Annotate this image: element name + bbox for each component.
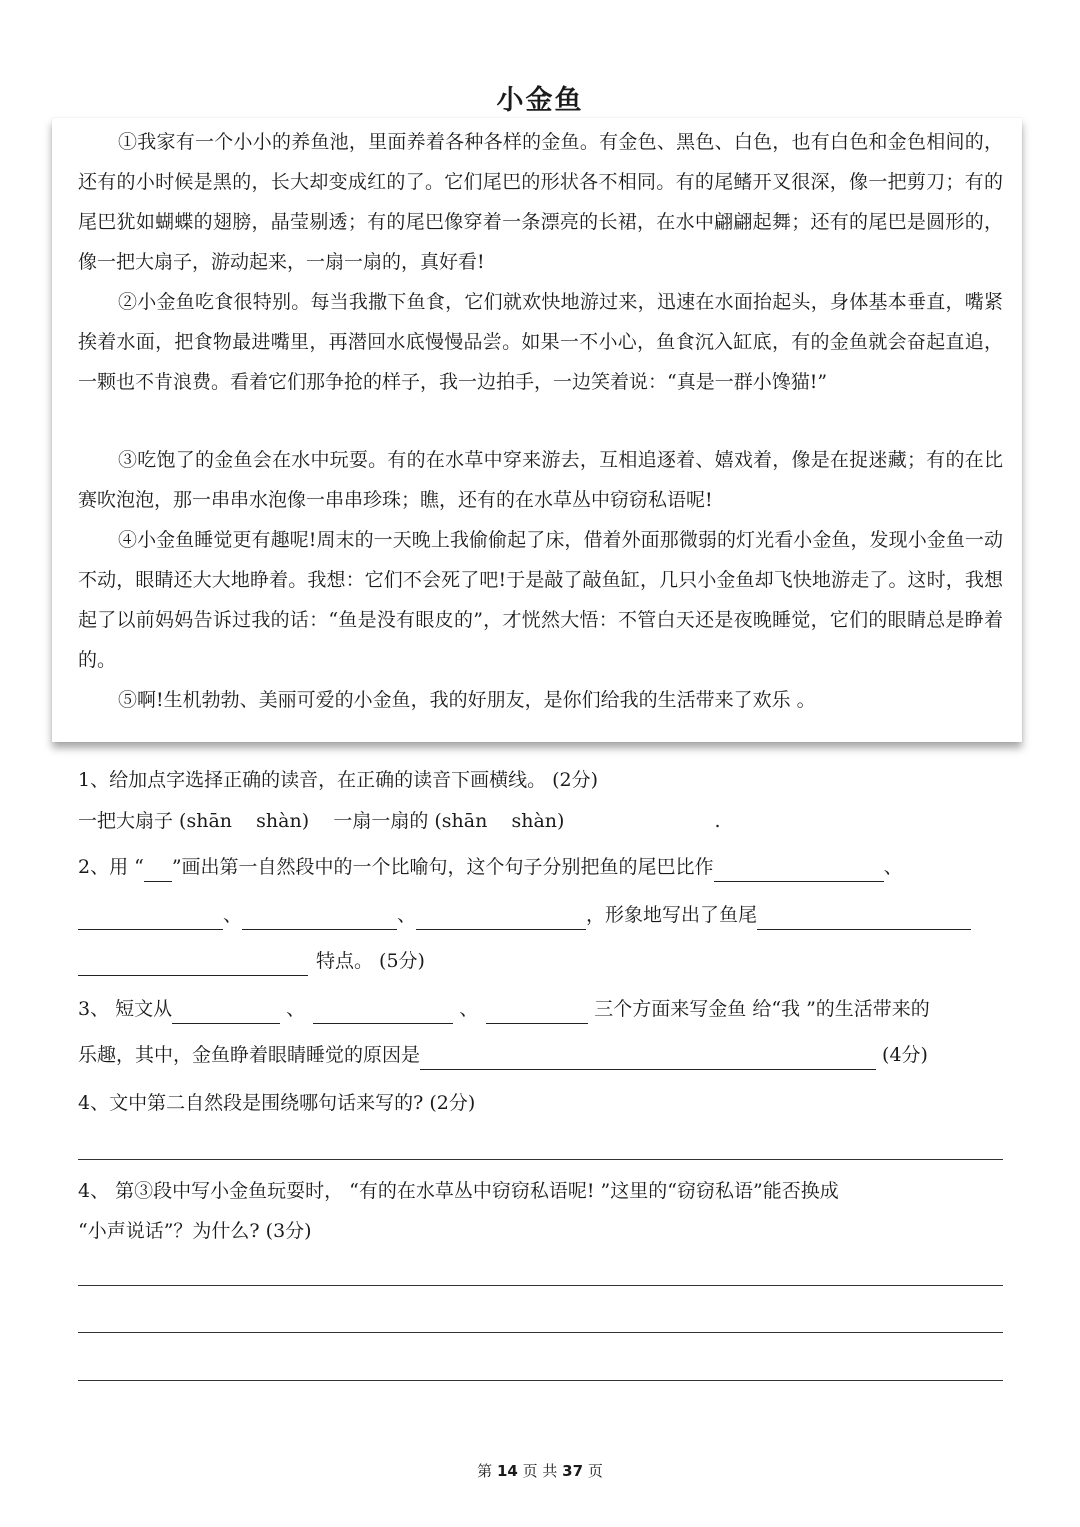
answer-line-4a[interactable] xyxy=(78,1159,1003,1160)
page-title: 小金鱼 xyxy=(496,85,584,116)
question-3-line-1 xyxy=(78,994,930,1024)
answer-blank-2e[interactable] xyxy=(757,907,971,930)
question-3-text-c: 乐趣，其中，金鱼睁着眼睛睡觉的原因是 xyxy=(78,1044,421,1066)
question-4b-line-1: 4、 第③段中写小金鱼玩耍时， “有的在水草丛中窃窃私语呢! ”这里的“窃窃私语”能否换成 xyxy=(78,1180,839,1202)
answer-blank-3a[interactable] xyxy=(172,1001,280,1024)
option-yiba-dashanzi: 一把大扇子 (shān shàn) xyxy=(78,810,310,832)
question-3-text-d: (4分) xyxy=(876,1044,928,1066)
question-2-line-1 xyxy=(78,852,903,882)
option-yishan-yishande: 一扇一扇的 (shān shàn) xyxy=(333,810,565,832)
passage-paragraph-2: ②小金鱼吃食很特别。每当我撒下鱼食，它们就欢快地游过来，迅速在水面抬起头，身体基本垂直，嘴紧挨着水面，把食物最进嘴里，再潜回水底慢慢品尝。如果一不小心，鱼食沉入缸底，有的金鱼就会奋起直追，一颗也不肯浪费。看着它们那争抢的样子，我一边拍手，一边笑着说：“真是一群小馋猫!” xyxy=(78,291,1003,393)
page-number: 14 xyxy=(496,1462,518,1480)
passage-paragraph-5: ⑤啊!生机勃勃、美丽可爱的小金鱼，我的好朋友，是你们给我的生活带来了欢乐 。 xyxy=(118,689,816,711)
question-2-text-d: 特点。 (5分) xyxy=(316,950,425,972)
answer-blank-2f[interactable] xyxy=(78,953,308,976)
answer-blank-3c[interactable] xyxy=(486,1001,588,1024)
question-4b-line-2: “小声说话”？为什么? (3分) xyxy=(78,1220,312,1242)
question-2-text-a: 2、用 “ xyxy=(78,856,144,878)
footer-prefix: 第 xyxy=(477,1462,493,1480)
separator: 、 xyxy=(883,856,903,878)
question-2-text-b: ”画出第一自然段中的一个比喻句，这个句子分别把鱼的尾巴比作 xyxy=(171,856,714,878)
answer-blank-2d[interactable] xyxy=(416,907,586,930)
passage-paragraph-3: ③吃饱了的金鱼会在水中玩耍。有的在水草中穿来游去，互相追逐着、嬉戏着，像是在捉迷藏；有的在比赛吹泡泡，那一串串水泡像一串串珍珠；瞧，还有的在水草丛中窃窃私语呢! xyxy=(78,449,1003,511)
footer-middle: 页 共 xyxy=(522,1462,558,1480)
page-footer xyxy=(0,1460,1080,1481)
separator: 、 xyxy=(280,998,306,1020)
question-3-text-b: 三个方面来写金鱼 给“我 ”的生活带来的 xyxy=(588,998,930,1020)
separator: 、 xyxy=(397,904,417,926)
question-3-line-2 xyxy=(78,1040,928,1070)
question-3-text-a: 3、 短文从 xyxy=(78,998,173,1020)
answer-line-4b-1[interactable] xyxy=(78,1285,1003,1286)
separator: 、 xyxy=(223,904,243,926)
total-pages: 37 xyxy=(562,1462,584,1480)
answer-line-4b-2[interactable] xyxy=(78,1332,1003,1333)
answer-blank-2b[interactable] xyxy=(78,907,223,930)
question-2-text-c: ，形象地写出了鱼尾 xyxy=(586,904,758,926)
answer-blank-2a[interactable] xyxy=(714,859,884,882)
separator: 、 xyxy=(453,998,479,1020)
question-1: 1、给加点字选择正确的读音，在正确的读音下画横线。 (2分) xyxy=(78,769,599,791)
underline-sample xyxy=(144,859,172,882)
answer-blank-2c[interactable] xyxy=(242,907,397,930)
passage-paragraph-1: ①我家有一个小小的养鱼池，里面养着各种各样的金鱼。有金色、黑色、白色，也有白色和金色相间的，还有的小时候是黑的，长大却变成红的了。它们尾巴的形状各不相同。有的尾鳍开叉很深，像一把剪刀；有的尾巴犹如蝴蝶的翅膀，晶莹剔透；有的尾巴像穿着一条漂亮的长裙，在水中翩翩起舞；还有的尾巴是圆形的，像一把大扇子，游动起来，一扇一扇的，真好看! xyxy=(78,131,1003,273)
question-1-options xyxy=(78,806,721,836)
question-2-line-3 xyxy=(78,946,425,976)
passage-paragraph-4: ④小金鱼睡觉更有趣呢!周末的一天晚上我偷偷起了床，借着外面那微弱的灯光看小金鱼，发现小金鱼一动不动，眼睛还大大地睁着。我想：它们不会死了吧!于是敲了敲鱼缸，几只小金鱼却飞快地游走了。这时，我想起了以前妈妈告诉过我的话：“鱼是没有眼皮的”，才恍然大悟：不管白天还是夜晚睡觉，它们的眼睛总是睁着的。 xyxy=(78,529,1003,671)
question-2-line-2 xyxy=(78,900,971,930)
answer-blank-3d[interactable] xyxy=(420,1047,876,1070)
question-1-period: . xyxy=(714,810,721,832)
answer-blank-3b[interactable] xyxy=(313,1001,453,1024)
footer-suffix: 页 xyxy=(587,1462,603,1480)
question-4a: 4、文中第二自然段是围绕哪句话来写的? (2分) xyxy=(78,1092,476,1114)
answer-line-4b-3[interactable] xyxy=(78,1380,1003,1381)
